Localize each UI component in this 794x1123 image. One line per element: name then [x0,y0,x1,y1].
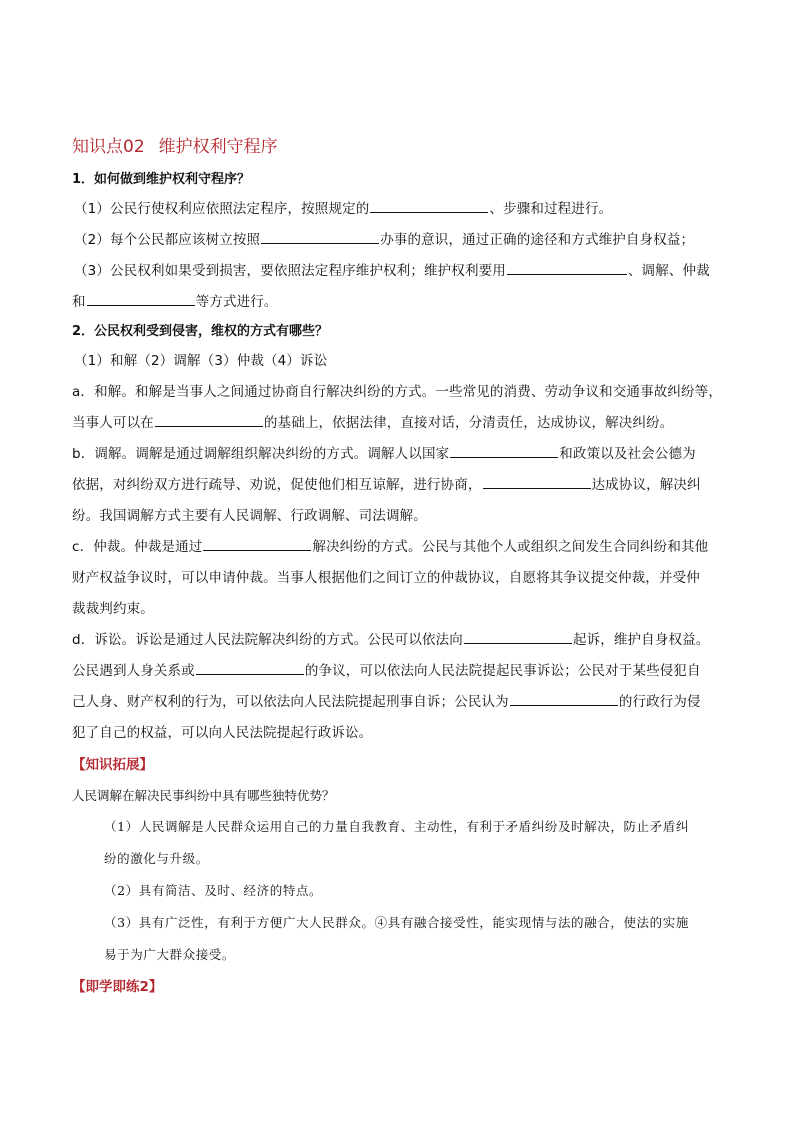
fill-blank[interactable] [464,629,572,644]
q2-c-line-3: 裁裁判约束。 [72,601,154,617]
fill-blank[interactable] [203,536,311,551]
knowledge-extension-heading: 【知识拓展】 [72,757,153,773]
extension-question: 人民调解在解决民事纠纷中具有哪些独特优势？ [72,788,335,803]
fill-blank[interactable] [370,198,488,213]
section-number: 知识点02 [72,137,145,157]
q2-d-line-1: d．诉讼。诉讼是通过人民法院解决纠纷的方式。公民可以依法向 起诉，维护自身权益。 [72,625,724,656]
q2-a-line-2: 当事人可以在 的基础上，依据法律，直接对话，分清责任，达成协议，解决纠纷。 [72,408,724,439]
fill-blank[interactable] [450,443,558,458]
q2-list: （1）和解（2）调解（3）仲裁（4）诉讼 [74,353,328,369]
fill-blank[interactable] [510,691,618,706]
fill-blank[interactable] [155,412,263,427]
q2-d-line-3: 己人身、财产权利的行为，可以依法向人民法院提起刑事自诉；公民认为 的行政行为侵 [72,687,724,718]
q2-d-line-4: 犯了自己的权益，可以向人民法院提起行政诉讼。 [72,725,373,741]
practice-heading: 【即学即练2】 [72,979,163,995]
q2-c-line-2: 财产权益争议时，可以申请仲裁。当事人根据他们之间订立的仲裁协议，自愿将其争议提交仲裁，并受仲 [72,570,700,586]
fill-blank[interactable] [87,291,195,306]
q2-b-line-2: 依据，对纠纷双方进行疏导、劝说，促使他们相互谅解，进行协商， 达成协议，解决纠 [72,470,724,501]
section-heading: 维护权利守程序 [158,137,278,157]
q2-c-line-1: c．仲裁。仲裁是通过 解决纠纷的方式。公民与其他个人或组织之间发生合同纠纷和其他 [72,532,724,563]
fill-blank[interactable] [507,260,627,275]
q1-item-3: （3）公民权利如果受到损害，要依照法定程序维护权利；维护权利要用 、调解、仲裁 [72,256,724,287]
fill-blank[interactable] [196,660,304,675]
section-title [72,132,724,162]
q2-d-line-2: 公民遇到人身关系或 的争议，可以依法向人民法院提起民事诉讼；公民对于某些侵犯自 [72,656,724,687]
document-page [72,132,724,1003]
q1-item-1: （1）公民行使权利应依照法定程序，按照规定的 、步骤和过程进行。 [72,194,724,225]
q1-item-3-cont: 和 等方式进行。 [72,287,724,318]
q2-b-line-1: b．调解。调解是通过调解组织解决纠纷的方式。调解人以国家 和政策以及社会公德为 [72,439,724,470]
extension-line-3: （2）具有简洁、及时、经济的特点。 [104,883,323,898]
extension-line-4: （3）具有广泛性，有利于方便广大人民群众。④具有融合接受性，能实现情与法的融合，使法的实施 [104,915,689,930]
q2-b-line-3: 纷。我国调解方式主要有人民调解、行政调解、司法调解。 [72,508,427,524]
q1-item-2: （2）每个公民都应该树立按照 办事的意识，通过正确的途径和方式维护自身权益； [72,225,724,256]
fill-blank[interactable] [261,229,379,244]
q2-a-line-1: a．和解。和解是当事人之间通过协商自行解决纠纷的方式。一些常见的消费、劳动争议和交通事故纠纷等， [72,384,722,400]
question-2: 2．公民权利受到侵害，维权的方式有哪些？ [72,324,329,339]
question-1: 1．如何做到维护权利守程序？ [72,172,251,187]
fill-blank[interactable] [483,474,591,489]
extension-line-2: 纷的激化与升级。 [104,851,209,866]
extension-line-5: 易于为广大群众接受。 [104,947,236,962]
extension-line-1: （1）人民调解是人民群众运用自己的力量自我教育、主动性，有利于矛盾纠纷及时解决，防止矛盾纠 [104,819,689,834]
